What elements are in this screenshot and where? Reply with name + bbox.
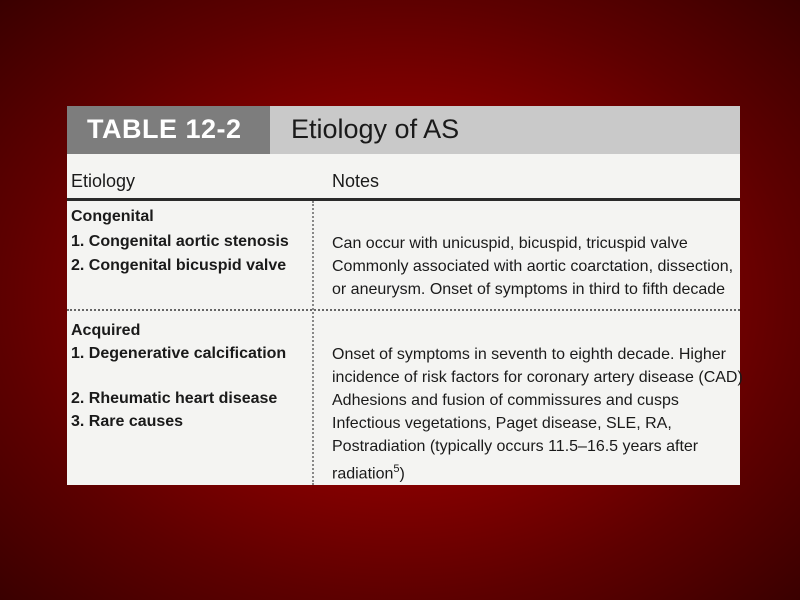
note-line: Onset of symptoms in seventh to eighth decade. Higher [332, 346, 726, 363]
note-text: radiation [332, 465, 394, 483]
note-text: ) [399, 465, 405, 483]
table-title-bar [67, 106, 740, 154]
note-line: Adhesions and fusion of commissures and cusps [332, 392, 679, 409]
etiology-item: 1. Congenital aortic stenosis [71, 233, 289, 250]
column-divider [312, 201, 314, 485]
header-rule [67, 198, 740, 201]
note-line [332, 458, 405, 485]
etiology-item: 3. Rare causes [71, 413, 184, 430]
reference-superscript: 5 [393, 463, 400, 475]
etiology-item: 2. Rheumatic heart disease [71, 390, 278, 407]
column-header-etiology: Etiology [71, 171, 136, 191]
note-line: Infectious vegetations, Paget disease, SLE, RA, [332, 415, 672, 432]
etiology-item: 2. Congenital bicuspid valve [71, 257, 287, 274]
etiology-table [67, 106, 743, 485]
note-line: or aneurysm. Onset of symptoms in third to fifth decade [332, 281, 726, 298]
note-line: Postradiation (typically occurs 11.5–16.5 years after [332, 438, 699, 455]
column-header-notes: Notes [332, 171, 380, 191]
table-number: TABLE 12-2 [87, 114, 242, 144]
table-caption: Etiology of AS [291, 114, 460, 144]
group-heading-congenital: Congenital [71, 208, 154, 225]
note-line: Commonly associated with aortic coarctation, dissection, [332, 258, 734, 275]
group-heading-acquired: Acquired [71, 322, 141, 339]
note-line: incidence of risk factors for coronary artery disease (CAD) [332, 369, 743, 386]
note-line: Can occur with unicuspid, bicuspid, tricuspid valve [332, 235, 688, 252]
group-divider [67, 309, 740, 311]
table-number-tag [67, 106, 270, 154]
etiology-item: 1. Degenerative calcification [71, 345, 287, 362]
